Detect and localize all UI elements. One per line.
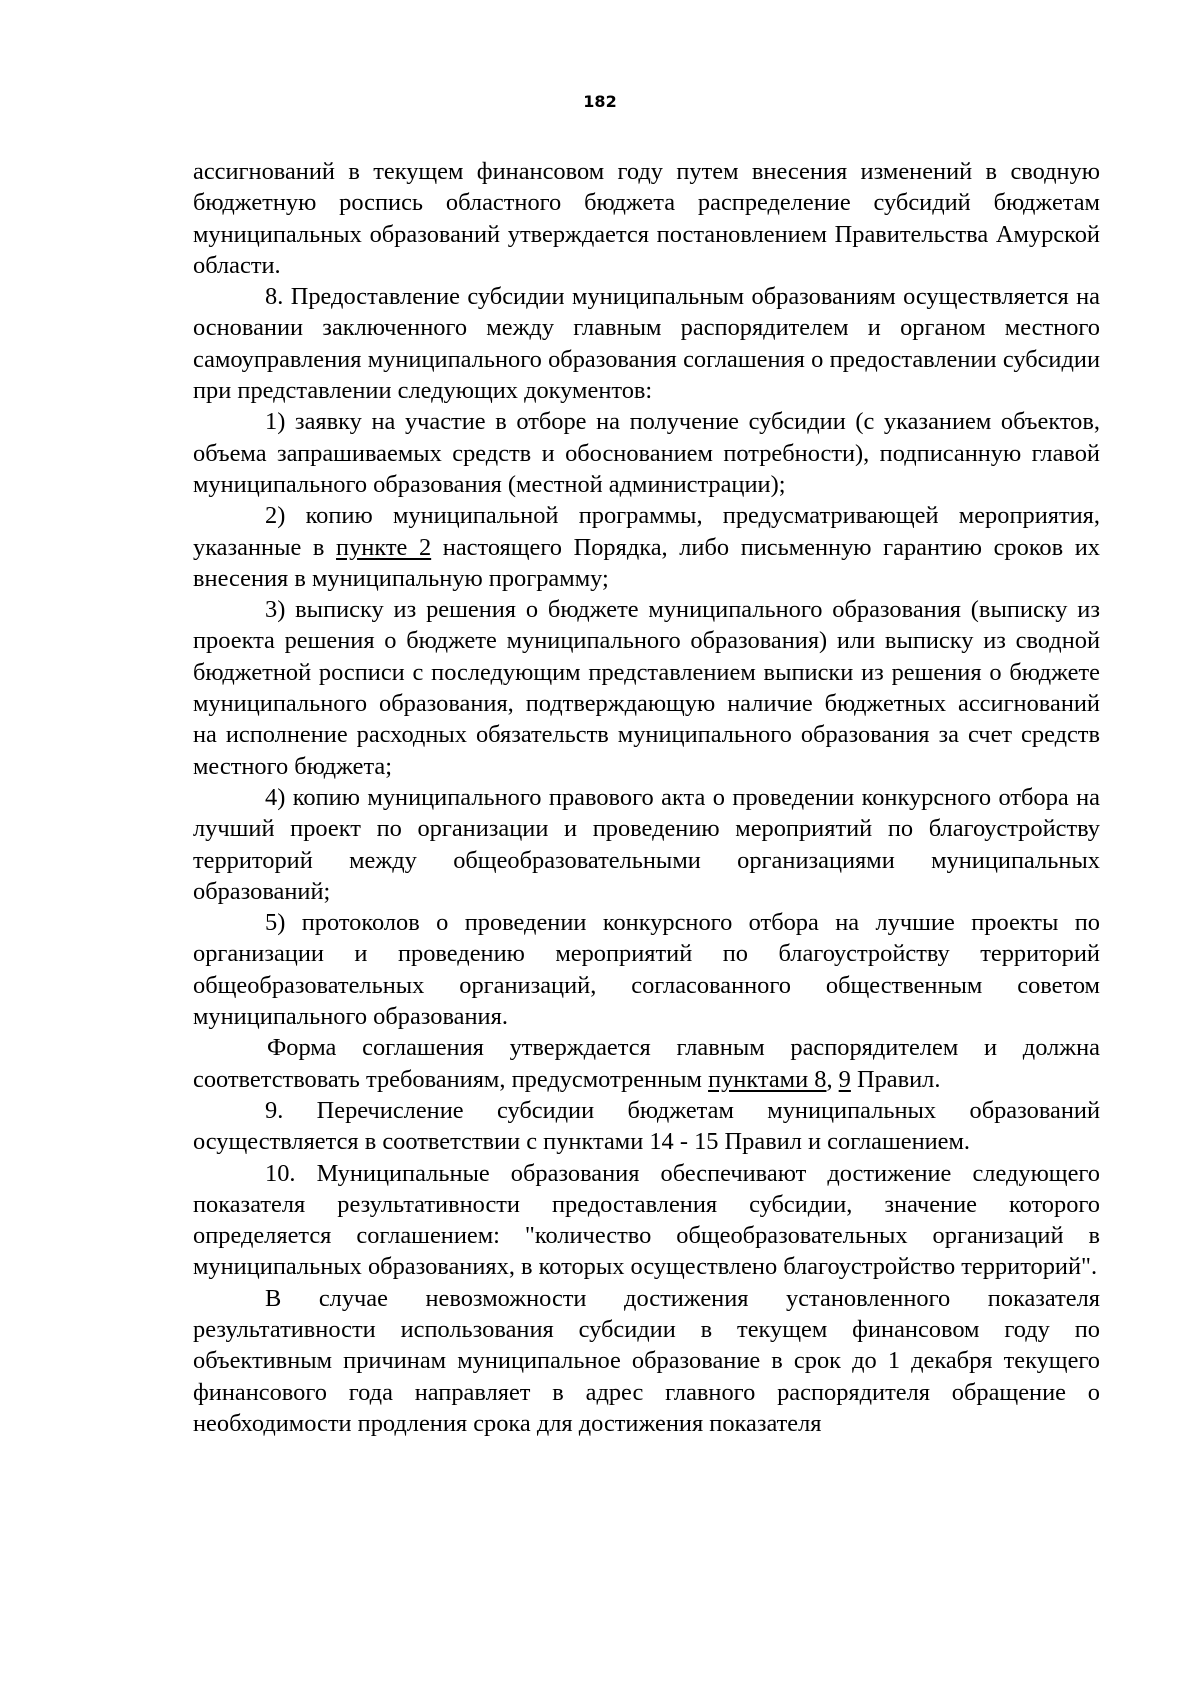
- agreement-form-text-end: Правил.: [850, 1065, 941, 1093]
- list-item-3: 3) выписку из решения о бюджете муниципального образования (выписку из проекта решения о бюджете муниципального образования) или выписку из сводной бюджетной росписи с последующим представлением выписки из решения о бюджете муниципального образования, подтверждающую наличие бюджетных ассигнований на исполнение расходных обязательств муниципального образования за счет средств местного бюджета;: [193, 596, 1100, 780]
- agreement-form-separator: ,: [826, 1065, 839, 1093]
- list-item-2: [193, 500, 1100, 594]
- list-item-5: 5) протоколов о проведении конкурсного отбора на лучшие проекты по организации и проведению мероприятий по благоустройству территорий общеобразовательных организаций, согласованного общественным советом муниципального образования.: [193, 909, 1100, 1031]
- paragraph-agreement-form: [193, 1032, 1100, 1095]
- list-item-1: 1) заявку на участие в отборе на получение субсидии (с указанием объектов, объема запрашиваемых средств и обоснованием потребности), подписанную главой муниципального образования (местной администрации);: [193, 408, 1100, 498]
- paragraph-item-8: 8. Предоставление субсидии муниципальным образованиям осуществляется на основании заключенного между главным распорядителем и органом местного самоуправления муниципального образования соглашения о предоставлении субсидии при представлении следующих документов:: [193, 283, 1100, 405]
- paragraph-item-10: 10. Муниципальные образования обеспечивают достижение следующего показателя результативности предоставления субсидии, значение которого определяется соглашением: "количество общеобразовательных организаций в муниципальных образованиях, в которых осуществлено благоустройство территорий".: [193, 1159, 1100, 1281]
- list-item-2-text-end: настоящего Порядка, либо письменную гарантию сроков их внесения в муниципальную программу;: [193, 533, 1101, 592]
- agreement-form-text-start: Форма соглашения утверждается главным распорядителем и должна соответствовать требованиям, предусмотренным: [193, 1034, 1100, 1093]
- document-body: [193, 156, 1100, 1439]
- link-clause-2[interactable]: пункте 2: [336, 533, 432, 561]
- list-item-2-text-start: 2) копию муниципальной программы, предусматривающей мероприятия, указанные в: [193, 502, 1100, 561]
- paragraph-impossibility: В случае невозможности достижения установленного показателя результативности использования субсидии в текущем финансовом году по объективным причинам муниципальное образование в срок до 1 декабря текущего финансового года направляет в адрес главного распорядителя обращение о необходимости продления срока для достижения показателя: [193, 1284, 1100, 1437]
- paragraph-item-9: 9. Перечисление субсидии бюджетам муниципальных образований осуществляется в соответствии с пунктами 14 - 15 Правил и соглашением.: [193, 1096, 1100, 1156]
- list-item-4: 4) копию муниципального правового акта о проведении конкурсного отбора на лучший проект по организации и проведению мероприятий по благоустройству территорий между общеобразовательными организациями муниципальных образований;: [193, 783, 1100, 905]
- link-clause-9[interactable]: 9: [838, 1065, 851, 1093]
- page-number: 182: [583, 92, 617, 111]
- link-clause-8[interactable]: пунктами 8: [708, 1065, 827, 1093]
- paragraph-continuation: ассигнований в текущем финансовом году путем внесения изменений в сводную бюджетную роспись областного бюджета распределение субсидий бюджетам муниципальных образований утверждается постановлением Правительства Амурской области.: [193, 158, 1100, 279]
